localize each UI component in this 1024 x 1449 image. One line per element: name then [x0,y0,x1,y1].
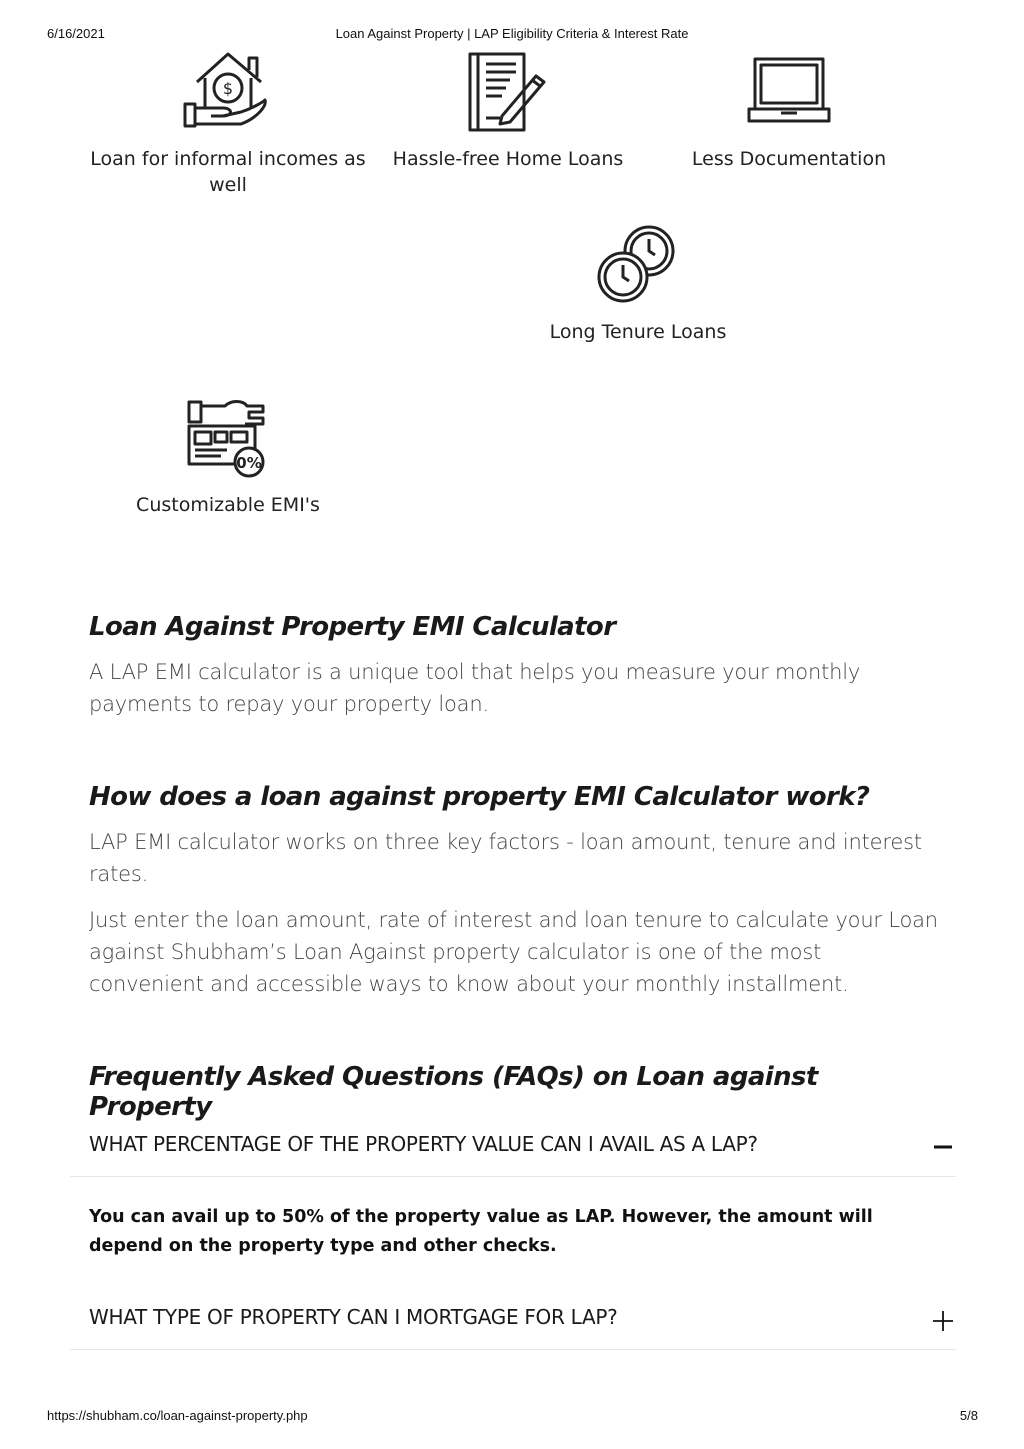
svg-text:0%: 0% [236,454,262,472]
feature-label: Hassle-free Home Loans [392,148,624,170]
clocks-icon [597,223,679,305]
feature-less-documentation [660,55,918,172]
svg-text:$: $ [222,79,234,98]
house-money-hand-icon [183,50,273,132]
faq-section [89,1062,939,1122]
faq-question-2[interactable] [70,1305,956,1350]
feature-label: Long Tenure Loans [549,321,727,343]
faq-question-text: WHAT TYPE OF PROPERTY CAN I MORTGAGE FOR LAP? [89,1305,618,1329]
faq-question-text: WHAT PERCENTAGE OF THE PROPERTY VALUE CAN I AVAIL AS A LAP? [89,1132,758,1156]
print-footer [0,1408,1024,1424]
feature-label: Loan for informal incomes as well [90,148,366,196]
print-date: 6/16/2021 [47,26,105,41]
feature-label: Customizable EMI's [136,494,320,516]
how-it-works-heading: How does a loan against property EMI Calculator work? [89,782,870,812]
feature-long-tenure [510,223,766,345]
faq-answer-1: You can avail up to 50% of the property value as LAP. However, the amount will depend on the property type and other checks. [89,1207,873,1256]
emi-calculator-heading: Loan Against Property EMI Calculator [89,612,616,642]
minus-icon[interactable] [932,1136,954,1158]
emi-calculator-text: A LAP EMI calculator is a unique tool that helps you measure your monthly payments to repay your property loan. [89,660,861,716]
how-it-works-para-2: Just enter the loan amount, rate of interest and loan tenure to calculate your Loan against Shubham’s Loan Against property calculator is one of the most convenient and accessible ways to know about your monthly installment. [89,908,938,996]
how-it-works-para-1: LAP EMI calculator works on three key factors - loan amount, tenure and interest rates. [89,830,922,886]
document-pen-icon [466,50,550,134]
feature-label: Less Documentation [691,148,887,170]
feature-customizable-emi [108,396,348,518]
print-header [0,26,1024,42]
feature-informal-income [88,50,368,198]
faq-question-1[interactable] [70,1132,956,1177]
print-url: https://shubham.co/loan-against-property.php [47,1408,308,1423]
emi-calculator-section [89,612,939,720]
faq-heading: Frequently Asked Questions (FAQs) on Loan against Property [89,1062,818,1122]
feature-hassle-free [378,50,638,172]
plus-icon[interactable] [932,1310,954,1332]
laptop-icon [747,55,831,127]
print-page-number: 5/8 [959,1408,978,1423]
card-percent-hand-icon [185,396,271,480]
how-it-works-section [89,782,939,1000]
print-title: Loan Against Property | LAP Eligibility Criteria & Interest Rate [335,26,689,41]
